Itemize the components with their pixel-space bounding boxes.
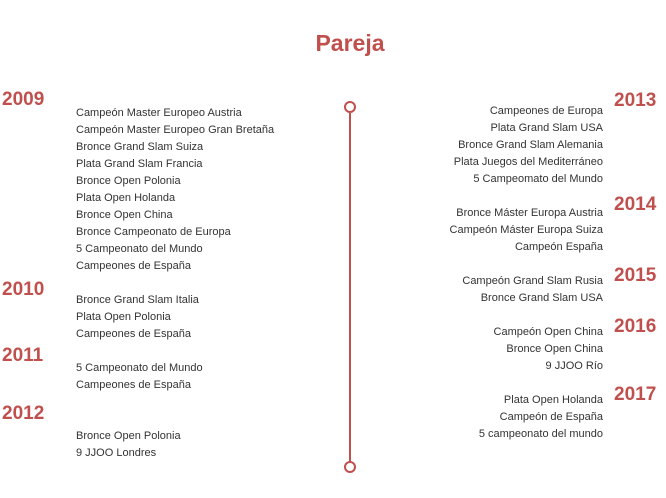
list-item: 9 JJOO Londres — [76, 447, 157, 459]
list-item: Campeón Grand Slam Rusia — [462, 275, 603, 287]
year-2012: 2012 — [2, 403, 45, 424]
year-2013: 2013 — [614, 90, 657, 111]
timeline-start-node — [344, 101, 356, 113]
list-item: 5 Campeomato del Mundo — [473, 173, 603, 185]
list-item: Bronce Grand Slam Suiza — [76, 141, 204, 153]
year-2014: 2014 — [614, 194, 657, 215]
list-item: Bronce Grand Slam Italia — [76, 294, 199, 306]
list-item: Bronce Open Polonia — [76, 175, 181, 187]
list-item: Bronce Open China — [76, 209, 173, 221]
list-item: 5 Campeonato del Mundo — [76, 243, 203, 255]
list-item: 5 campeonato del mundo — [478, 428, 603, 440]
list-item: Bronce Máster Europa Austria — [456, 207, 603, 219]
year-2016: 2016 — [614, 316, 657, 337]
list-item: Bronce Open Polonia — [76, 430, 181, 442]
list-item: Plata Grand Slam USA — [490, 122, 603, 134]
list-item: Campeón Máster Europa Suiza — [449, 224, 603, 236]
list-item: Campeones de España — [76, 328, 191, 340]
list-item: Bronce Open China — [506, 343, 603, 355]
page-title: Pareja — [315, 30, 385, 56]
list-item: Bronce Campeonato de Europa — [76, 226, 231, 238]
awards-list-2012 — [76, 428, 181, 462]
awards-list-2011 — [76, 360, 203, 394]
list-item: Campeón Master Europeo Austria — [76, 107, 242, 119]
timeline-line — [349, 113, 351, 463]
awards-list-2009 — [76, 105, 274, 275]
list-item: Bronce Grand Slam Alemania — [458, 139, 603, 151]
year-2015: 2015 — [614, 265, 657, 286]
list-item: Bronce Grand Slam USA — [480, 292, 603, 304]
list-item: Campeón Open China — [493, 326, 603, 338]
awards-list-2016 — [494, 324, 603, 375]
awards-list-2015 — [462, 273, 603, 307]
list-item: 9 JJOO Río — [545, 360, 603, 372]
list-item: Campeón Master Europeo Gran Bretaña — [76, 124, 275, 136]
awards-list-2013 — [454, 103, 603, 188]
awards-list-2010 — [76, 292, 199, 343]
list-item: Plata Grand Slam Francia — [76, 158, 203, 170]
list-item: Campeones de España — [76, 260, 191, 272]
awards-list-2014 — [450, 205, 603, 256]
timeline-end-node — [344, 461, 356, 473]
list-item: Campeón de España — [499, 411, 603, 423]
list-item: 5 Campeonato del Mundo — [76, 362, 203, 374]
list-item: Campeones de España — [76, 379, 191, 391]
year-2010: 2010 — [2, 279, 45, 300]
year-2017: 2017 — [614, 384, 657, 405]
year-2011: 2011 — [2, 345, 44, 366]
year-2009: 2009 — [2, 89, 45, 110]
list-item: Plata Open Holanda — [503, 394, 603, 406]
list-item: Campeón España — [514, 241, 603, 253]
list-item: Plata Open Holanda — [76, 192, 176, 204]
list-item: Plata Juegos del Mediterráneo — [453, 156, 603, 168]
awards-list-2017 — [479, 392, 603, 443]
list-item: Plata Open Polonia — [76, 311, 171, 323]
list-item: Campeones de Europa — [489, 105, 603, 117]
